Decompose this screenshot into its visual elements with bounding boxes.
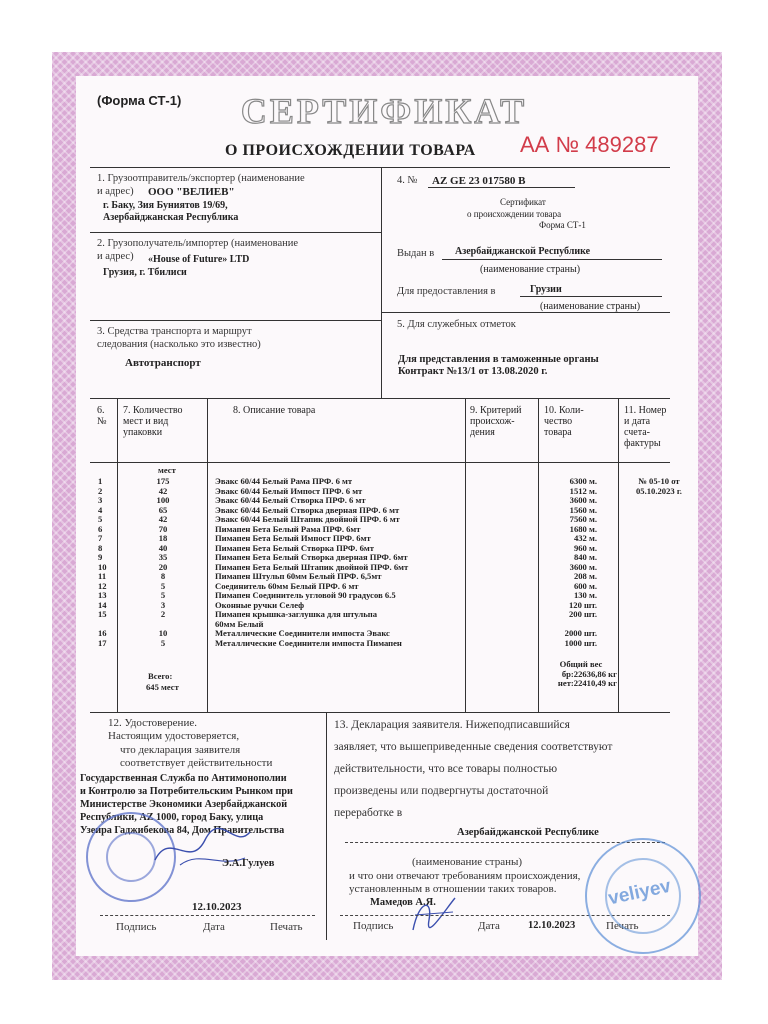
box3-label-2: следования (насколько это известно) bbox=[97, 339, 261, 350]
grid-line-table-bottom bbox=[90, 712, 670, 713]
row-amount: 960 м. bbox=[573, 542, 597, 553]
box13-sig-caption: Подпись bbox=[353, 920, 394, 932]
row-qty: 3 bbox=[160, 599, 166, 610]
company-seal-text: veliyev bbox=[606, 875, 673, 910]
col7-header: 7. Количество мест и вид упаковки bbox=[123, 405, 183, 438]
row-n: 7 bbox=[98, 533, 103, 543]
declarant-name: Мамедов А.Я. bbox=[370, 897, 436, 908]
grid-divider-lower bbox=[326, 712, 327, 940]
exporter-name: ООО "ВЕЛИЕВ" bbox=[148, 186, 235, 198]
row-desc: Металлические Соединители импоста Пимапен bbox=[215, 637, 402, 648]
row-qty: 10 bbox=[158, 628, 168, 638]
transport-value: Автотранспорт bbox=[125, 357, 201, 369]
certificate-title: СЕРТИФИКАТ bbox=[240, 91, 528, 131]
row-amount: 3600 м. bbox=[569, 561, 597, 572]
authority-signer: Э.А.Гулуев bbox=[222, 858, 275, 869]
row-n: 5 bbox=[98, 514, 103, 524]
row-desc: Эвакс 60/44 Белый Импост ПРФ. 6 мт bbox=[215, 485, 363, 496]
cert-caption-1: Сертификат bbox=[500, 197, 546, 207]
row-n: 4 bbox=[98, 504, 103, 515]
row-amount: 432 м. bbox=[573, 533, 597, 543]
row-n: 6 bbox=[98, 523, 103, 534]
row-desc: Металлические Соединители импоста Эвакс bbox=[215, 628, 390, 638]
government-seal-inner bbox=[106, 832, 156, 882]
row-amount: 840 м. bbox=[573, 552, 597, 562]
row-qty: 18 bbox=[158, 533, 168, 543]
declaration-text: 13. Декларация заявителя. Нижеподписавшийся заявляет, что вышеприведенные сведения соответствуют действительности, что все товары полностью произведены или подвергнуты достаточной переработке в bbox=[334, 719, 613, 819]
box12-line-1: Настоящим удостоверяется, bbox=[108, 730, 240, 742]
row-n: 3 bbox=[98, 495, 103, 505]
authority-date: 12.10.2023 bbox=[192, 901, 242, 913]
col8-header: 8. Описание товара bbox=[233, 405, 316, 416]
col9-header: 9. Критерий происхож- дения bbox=[470, 405, 522, 438]
row-desc: Эвакс 60/44 Белый Штапик двойной ПРФ. 6 мт bbox=[215, 514, 400, 524]
grid-line-4-5 bbox=[381, 312, 670, 313]
importer-address: Грузия, г. Тбилиси bbox=[103, 267, 187, 278]
row-desc: Пимапен Бета Белый Створка ПРФ. 6мт bbox=[215, 542, 374, 553]
col10-header: 10. Коли- чество товара bbox=[544, 405, 584, 438]
box12-sig-caption: Подпись bbox=[116, 921, 157, 933]
row-desc: Эвакс 60/44 Белый Створка ПРФ. 6 мт bbox=[215, 495, 366, 505]
row-n: 2 bbox=[98, 485, 103, 496]
cert-caption-3: Форма СТ-1 bbox=[539, 220, 586, 230]
box12-seal-caption: Печать bbox=[270, 921, 303, 933]
number-underline bbox=[428, 187, 575, 188]
row-amount: 600 м. bbox=[573, 580, 597, 591]
row-amount: 120 шт. bbox=[568, 599, 597, 610]
row-qty: 175 bbox=[156, 476, 170, 486]
box5-label: 5. Для служебных отметок bbox=[397, 319, 516, 330]
box5-note-2: Контракт №13/1 от 13.08.2020 г. bbox=[398, 366, 548, 377]
row-amount: 200 шт. bbox=[568, 609, 597, 619]
row-desc: Пимапен крышка-заглушка для штульпа bbox=[215, 609, 378, 619]
row-qty: 5 bbox=[160, 590, 166, 600]
row-qty: 8 bbox=[160, 571, 166, 581]
row-amount: 1560 м. bbox=[569, 504, 597, 515]
row-amount: 1680 м. bbox=[569, 523, 597, 534]
grid-line-2-3 bbox=[90, 320, 381, 321]
box12-label: 12. Удостоверение. bbox=[108, 717, 197, 729]
box4-number-label: 4. № bbox=[397, 175, 418, 186]
authority-address: Государственная Служба по Антимонополии и Контролю за Потребительским Рынком при Министерстве Экономики Азербайджанской Республики, AZ 1000, город Баку, улица Узеира Гаджибекова 84, Дом Правительства bbox=[80, 773, 293, 836]
box3-label-1: 3. Средства транспорта и маршрут bbox=[97, 326, 252, 337]
box12-date-caption: Дата bbox=[203, 921, 225, 933]
row-n: 14 bbox=[98, 599, 107, 610]
row-desc: Соединитель 60мм Белый ПРФ. 6 мт bbox=[215, 580, 359, 591]
box12-line-2: что декларация заявителя bbox=[120, 744, 241, 756]
invoice-number: № 05-10 от 05.10.2023 г. bbox=[636, 476, 682, 496]
issued-country-caption: (наименование страны) bbox=[480, 264, 581, 275]
box5-note-1: Для представления в таможенные органы bbox=[398, 354, 599, 365]
row-qty: 20 bbox=[158, 561, 168, 572]
row-qty: 35 bbox=[158, 552, 168, 562]
box12-line-3: соответствует действительности bbox=[120, 757, 273, 769]
destination-country-caption: (наименование страны) bbox=[540, 301, 641, 312]
grid-line-table-header bbox=[90, 462, 670, 463]
row-amount: 1000 шт. bbox=[564, 637, 597, 648]
row-n: 13 bbox=[98, 590, 107, 600]
exporter-address-2: Азербайджанская Республика bbox=[103, 212, 239, 223]
declaration-date: 12.10.2023 bbox=[528, 920, 576, 931]
for-label: Для предоставления в bbox=[397, 286, 496, 297]
row-qty: 5 bbox=[160, 580, 166, 591]
declaration-line-7: установленным в отношении таких товаров. bbox=[349, 883, 557, 895]
grid-divider-upper bbox=[381, 167, 382, 399]
row-desc: Пимапен Соединитель угловой 90 градусов 6.5 bbox=[215, 590, 396, 600]
row-amount: 130 м. bbox=[573, 590, 597, 600]
col6-header: 6. № bbox=[97, 405, 107, 427]
grid-line-table-top bbox=[90, 398, 670, 399]
row-desc: Пимапен Бета Белый Штапик двойной ПРФ. 6мт bbox=[215, 561, 409, 572]
importer-name: «House of Future» LTD bbox=[148, 254, 250, 265]
destination-country: Грузии bbox=[530, 284, 562, 295]
row-desc: Пимапен Бета Белый Импост ПРФ. 6мт bbox=[215, 533, 371, 543]
grid-col-8 bbox=[465, 398, 466, 712]
row-desc: Пимапен Бета Белый Рама ПРФ. 6мт bbox=[215, 523, 361, 534]
row-desc2: 60мм Белый bbox=[215, 618, 264, 629]
declaration-country-caption: (наименование страны) bbox=[412, 856, 523, 868]
box1-label-2: и адрес) bbox=[97, 186, 134, 197]
grid-col-10 bbox=[618, 398, 619, 712]
box13-seal-caption: Печать bbox=[606, 920, 639, 932]
grid-col-9 bbox=[538, 398, 539, 712]
total-value: 645 мест bbox=[146, 682, 179, 692]
issued-label: Выдан в bbox=[397, 248, 435, 259]
row-amount: 3600 м. bbox=[569, 495, 597, 505]
issued-underline bbox=[442, 259, 662, 260]
row-qty: 5 bbox=[160, 637, 166, 648]
box2-label-2: и адрес) bbox=[97, 251, 134, 262]
issued-country: Азербайджанской Республике bbox=[455, 246, 591, 257]
grid-line-1-2 bbox=[90, 232, 381, 233]
row-amount: 2000 шт. bbox=[564, 628, 597, 638]
exporter-address-1: г. Баку, Зия Буниятов 19/69, bbox=[103, 200, 228, 211]
row-qty: 42 bbox=[158, 485, 168, 496]
declaration-line-6: и что они отвечают требованиям происхождения, bbox=[349, 870, 581, 882]
grid-top-line bbox=[90, 167, 670, 168]
row-qty: 70 bbox=[158, 523, 168, 534]
box1-label-1: 1. Грузоотправитель/экспортер (наименование bbox=[97, 173, 305, 184]
row-n: 12 bbox=[98, 580, 107, 591]
grid-col-7 bbox=[207, 398, 208, 712]
destination-underline bbox=[520, 296, 662, 297]
certificate-subtitle: О ПРОИСХОЖДЕНИИ ТОВАРА bbox=[225, 142, 476, 159]
row-amount: 1512 м. bbox=[569, 485, 597, 496]
box12-signature-line bbox=[100, 915, 315, 916]
col11-header: 11. Номер и дата счета- фактуры bbox=[624, 405, 667, 449]
row-desc: Пимапен Бета Белый Створка дверная ПРФ. 6мт bbox=[215, 552, 408, 562]
row-qty: 2 bbox=[160, 609, 166, 619]
row-desc: Эвакс 60/44 Белый Створка дверная ПРФ. 6 мт bbox=[215, 504, 400, 515]
serial-number: АА № 489287 bbox=[520, 132, 659, 157]
row-n: 11 bbox=[98, 571, 107, 581]
row-n: 17 bbox=[98, 637, 107, 648]
row-n: 10 bbox=[98, 561, 107, 572]
total-label: Всего: bbox=[148, 671, 173, 681]
row-qty: 100 bbox=[156, 495, 170, 505]
row-n: 1 bbox=[98, 476, 103, 486]
form-label: (Форма СТ-1) bbox=[97, 93, 182, 108]
row-qty: 40 bbox=[158, 542, 168, 553]
authority-signature bbox=[150, 820, 260, 880]
declaration-country: Азербайджанской Республике bbox=[457, 827, 599, 838]
gross-weight-block: Общий вес бр:22636,86 кг нет:22410,49 кг bbox=[557, 659, 617, 688]
places-header: мест bbox=[158, 465, 176, 475]
cert-caption-2: о происхождении товара bbox=[467, 209, 562, 219]
row-desc: Пимапен Штульп 60мм Белый ПРФ. 6,5мт bbox=[215, 571, 382, 581]
row-desc: Эвакс 60/44 Белый Рама ПРФ. 6 мт bbox=[215, 476, 353, 486]
row-amount: 208 м. bbox=[573, 571, 597, 581]
grid-col-6 bbox=[117, 398, 118, 712]
row-n: 16 bbox=[98, 628, 107, 638]
row-n: 15 bbox=[98, 609, 107, 619]
row-amount: 6300 м. bbox=[569, 476, 597, 486]
row-desc: Оконные ручки Селеф bbox=[215, 599, 305, 610]
row-qty: 42 bbox=[158, 514, 168, 524]
row-n: 8 bbox=[98, 542, 103, 553]
box13-date-caption: Дата bbox=[478, 920, 500, 932]
box2-label-1: 2. Грузополучатель/импортер (наименование bbox=[97, 238, 299, 249]
certificate-number: AZ GE 23 017580 B bbox=[432, 175, 526, 187]
row-amount: 7560 м. bbox=[569, 514, 597, 524]
row-n: 9 bbox=[98, 552, 103, 562]
row-qty: 65 bbox=[158, 504, 168, 515]
